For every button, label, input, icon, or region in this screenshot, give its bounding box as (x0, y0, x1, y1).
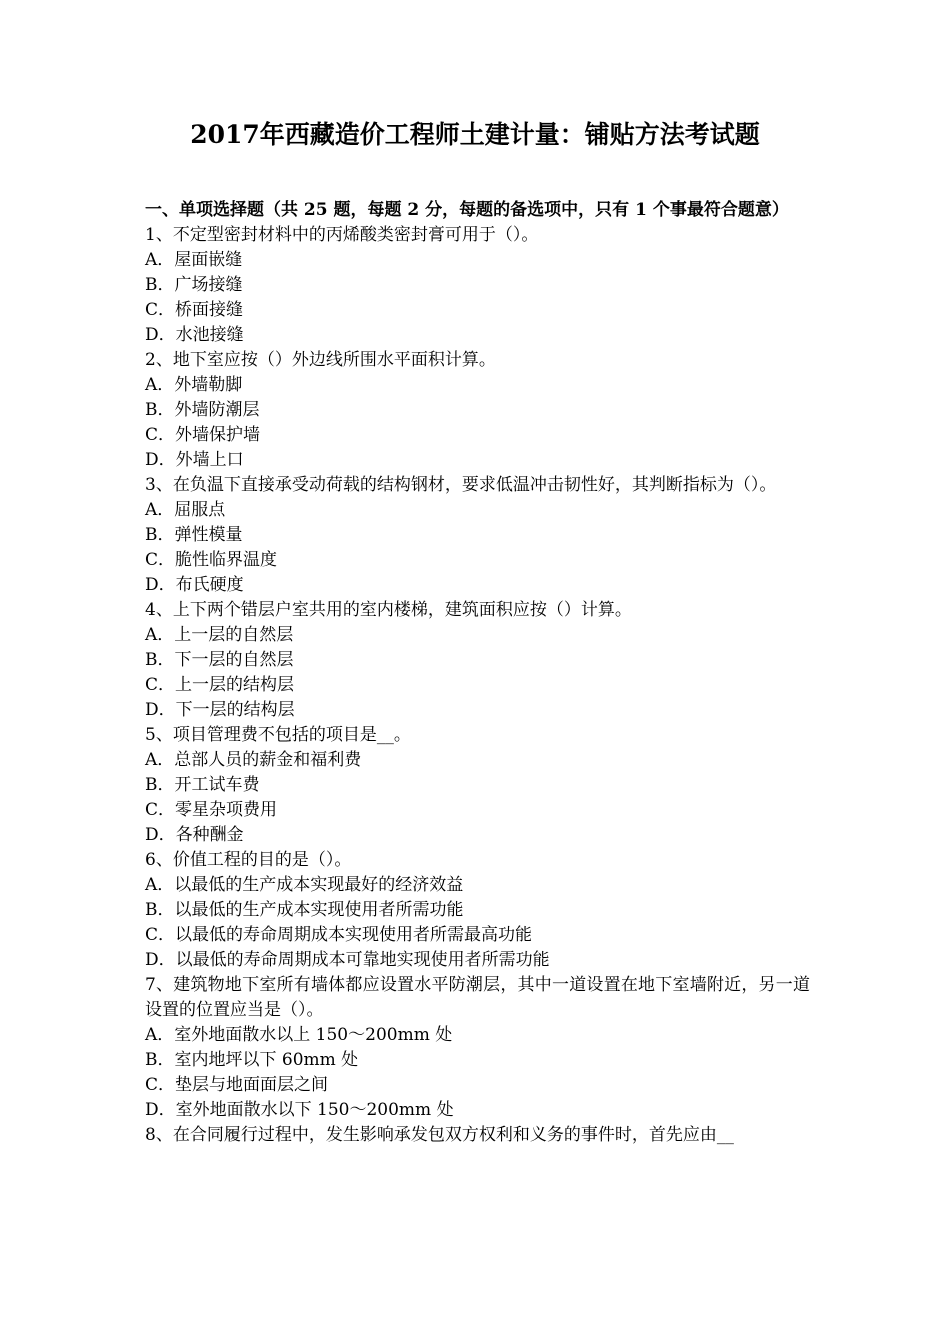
answer-option: A．屋面嵌缝 (145, 250, 243, 270)
question-stem: 2、地下室应按（）外边线所围水平面积计算。 (145, 350, 496, 370)
question-stem: 5、项目管理费不包括的项目是__。 (145, 725, 411, 745)
answer-option: B．室内地坪以下 60mm 处 (145, 1050, 359, 1070)
answer-option: C．以最低的寿命周期成本实现使用者所需最高功能 (145, 925, 533, 945)
answer-option: C．上一层的结构层 (145, 675, 295, 695)
answer-option: A．外墙勒脚 (145, 375, 243, 395)
answer-option: D．水池接缝 (145, 325, 244, 345)
document-body (145, 198, 810, 1148)
answer-option: B．广场接缝 (145, 275, 243, 295)
question-stem: 4、上下两个错层户室共用的室内楼梯，建筑面积应按（）计算。 (145, 600, 632, 620)
question-stem: 7、建筑物地下室所有墙体都应设置水平防潮层，其中一道设置在地下室墙附近，另一道设置的位置应当是（）。 (145, 975, 810, 1020)
document-title: 2017年西藏造价工程师土建计量：铺贴方法考试题 (190, 120, 760, 149)
section-heading: 一、单项选择题（共 25 题，每题 2 分，每题的备选项中，只有 1 个事最符合题意） (145, 200, 789, 220)
answer-option: A．屈服点 (145, 500, 226, 520)
question-stem: 1、不定型密封材料中的丙烯酸类密封膏可用于（）。 (145, 225, 539, 245)
question-stem: 8、在合同履行过程中，发生影响承发包双方权利和义务的事件时，首先应由__ (145, 1125, 734, 1145)
answer-option: C．桥面接缝 (145, 300, 244, 320)
answer-option: B．下一层的自然层 (145, 650, 294, 670)
answer-option: A．总部人员的薪金和福利费 (145, 750, 362, 770)
answer-option: A．上一层的自然层 (145, 625, 294, 645)
answer-option: D．各种酬金 (145, 825, 244, 845)
answer-option: D．下一层的结构层 (145, 700, 295, 720)
answer-option: A．室外地面散水以上 150～200mm 处 (145, 1025, 453, 1045)
answer-option: B．外墙防潮层 (145, 400, 260, 420)
answer-option: D．以最低的寿命周期成本可靠地实现使用者所需功能 (145, 950, 550, 970)
question-stem: 3、在负温下直接承受动荷载的结构钢材，要求低温冲击韧性好，其判断指标为（）。 (145, 475, 777, 495)
answer-option: D．外墙上口 (145, 450, 244, 470)
question-stem: 6、价值工程的目的是（）。 (145, 850, 352, 870)
answer-option: D．室外地面散水以下 150～200mm 处 (145, 1100, 454, 1120)
answer-option: B．开工试车费 (145, 775, 260, 795)
answer-option: C．脆性临界温度 (145, 550, 278, 570)
answer-option: B．以最低的生产成本实现使用者所需功能 (145, 900, 464, 920)
answer-option: A．以最低的生产成本实现最好的经济效益 (145, 875, 464, 895)
answer-option: C．外墙保护墙 (145, 425, 261, 445)
answer-option: D．布氏硬度 (145, 575, 244, 595)
answer-option: B．弹性模量 (145, 525, 243, 545)
answer-option: C．零星杂项费用 (145, 800, 278, 820)
answer-option: C．垫层与地面面层之间 (145, 1075, 329, 1095)
